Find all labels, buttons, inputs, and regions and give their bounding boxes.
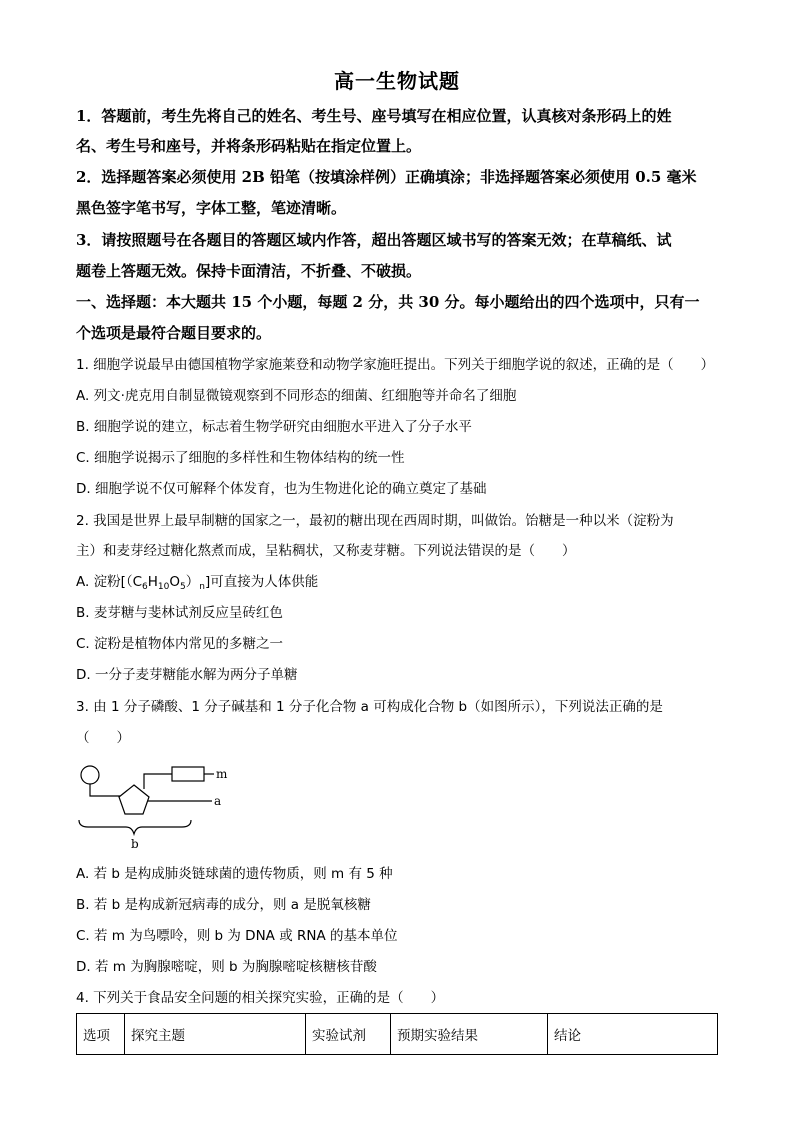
q4-table xyxy=(76,1013,718,1055)
table-header-cell: 探究主题 xyxy=(125,1014,306,1055)
note-line: 3．请按照题号在各题目的答题区域内作答，超出答题区域书写的答案无效；在草稿纸、试 xyxy=(76,231,672,249)
q1-option-a: A. 列文·虎克用自制显微镜观察到不同形态的细菌、红细胞等并命名了细胞 xyxy=(76,388,517,404)
q2-stem: 2. 我国是世界上最早制糖的国家之一，最初的糖出现在西周时期，叫做饴。饴糖是一种以米（淀粉为 xyxy=(76,513,674,529)
section-heading: 个选项是最符合题目要求的。 xyxy=(76,324,272,342)
q2-option-c: C. 淀粉是植物体内常见的多糖之一 xyxy=(76,636,284,652)
note-line: 1．答题前，考生先将自己的姓名、考生号、座号填写在相应位置，认真核对条形码上的姓 xyxy=(76,107,672,125)
q2-option-b: B. 麦芽糖与斐林试剂反应呈砖红色 xyxy=(76,605,283,621)
q3-stem: 3. 由 1 分子磷酸、1 分子碱基和 1 分子化合物 a 可构成化合物 b（如图所示），下列说法正确的是 xyxy=(76,699,663,715)
phosphate-bond xyxy=(90,784,120,796)
q3-option-a: A. 若 b 是构成肺炎链球菌的遗传物质，则 m 有 5 种 xyxy=(76,866,393,882)
q1-option-c: C. 细胞学说揭示了细胞的多样性和生物体结构的统一性 xyxy=(76,450,405,466)
note-line: 题卷上答题无效。保持卡面清洁，不折叠、不破损。 xyxy=(76,262,422,280)
note-line: 2．选择题答案必须使用 2B 铅笔（按填涂样例）正确填涂；非选择题答案必须使用 0.5 毫米 xyxy=(76,168,697,186)
label-b: b xyxy=(131,837,139,850)
q2-option-d: D. 一分子麦芽糖能水解为两分子单糖 xyxy=(76,667,298,683)
table-header-cell: 选项 xyxy=(77,1014,125,1055)
base-bond xyxy=(144,774,172,789)
q2-option-a: A. 淀粉$[(C_6H_{10}O_5)_n]$可直接为人体供能 xyxy=(76,574,319,592)
table-header-cell: 实验试剂 xyxy=(306,1014,391,1055)
note-line: 黑色签字笔书写，字体工整，笔迹清晰。 xyxy=(76,199,347,217)
section-heading: 一、选择题：本大题共 15 个小题，每题 2 分，共 30 分。每小题给出的四个选项中，只有一 xyxy=(76,293,700,311)
q3-option-d: D. 若 m 为胸腺嘧啶，则 b 为胸腺嘧啶核糖核苷酸 xyxy=(76,959,377,975)
phosphate-circle xyxy=(81,766,99,784)
q1-option-d: D. 细胞学说不仅可解释个体发育，也为生物进化论的确立奠定了基础 xyxy=(76,481,487,497)
label-a: a xyxy=(214,794,222,808)
q1-stem: 1. 细胞学说最早由德国植物学家施莱登和动物学家施旺提出。下列关于细胞学说的叙述，正确的是（ ） xyxy=(76,357,715,373)
q3-option-b: B. 若 b 是构成新冠病毒的成分，则 a 是脱氧核糖 xyxy=(76,897,371,913)
nucleotide-diagram xyxy=(76,760,246,850)
q2-stem: 主）和麦芽经过糖化熬煮而成，呈粘稠状，又称麦芽糖。下列说法错误的是（ ） xyxy=(76,543,576,559)
q3-option-c: C. 若 m 为鸟嘌呤，则 b 为 DNA 或 RNA 的基本单位 xyxy=(76,928,398,944)
base-rectangle xyxy=(172,767,204,781)
pentose-pentagon xyxy=(119,785,149,814)
table-header-cell: 结论 xyxy=(548,1014,718,1055)
table-header-row xyxy=(77,1014,718,1055)
q4-stem: 4. 下列关于食品安全问题的相关探究实验，正确的是（ ） xyxy=(76,990,445,1006)
note-line: 名、考生号和座号，并将条形码粘贴在指定位置上。 xyxy=(76,137,422,155)
q3-stem: （ ） xyxy=(76,730,130,746)
page-title: 高一生物试题 xyxy=(334,69,460,93)
label-m: m xyxy=(216,767,228,781)
brace xyxy=(79,820,191,834)
q1-option-b: B. 细胞学说的建立，标志着生物学研究由细胞水平进入了分子水平 xyxy=(76,419,472,435)
table-header-cell: 预期实验结果 xyxy=(391,1014,548,1055)
